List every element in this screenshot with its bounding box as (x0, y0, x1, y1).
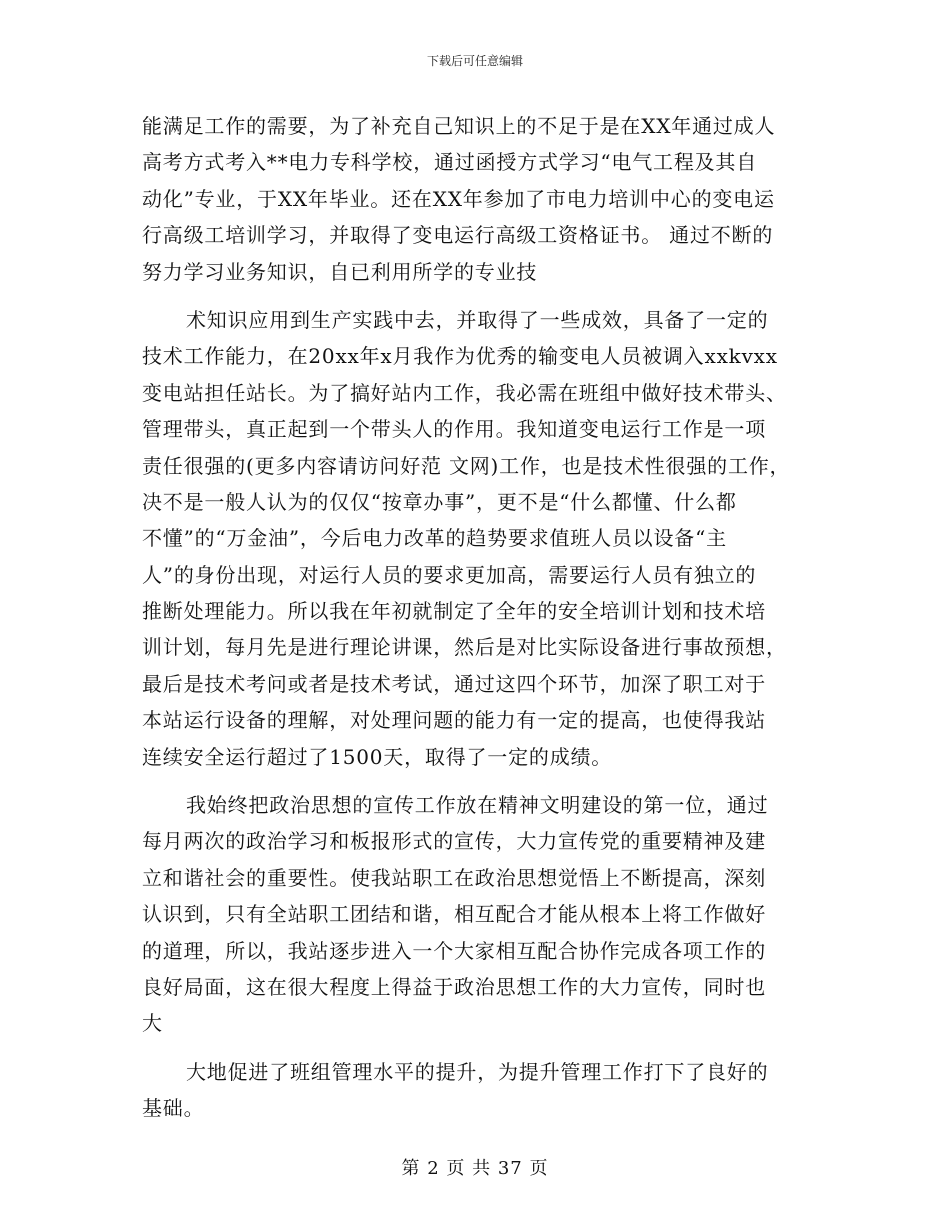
page-header-note: 下载后可任意编辑 (426, 54, 523, 68)
text-line: 行高级工培训学习，并取得了变电运行高级工资格证书。 通过不断的 (142, 223, 774, 248)
text-line: 的道理，所以，我站逐步进入一个大家相互配合协作完成各项工作的 (142, 938, 766, 963)
text-line: 能满足工作的需要，为了补充自己知识上的不足于是在XX年通过成人 (142, 114, 776, 138)
text-line: 立和谐社会的重要性。使我站职工在政治思想觉悟上不断提高，深刻 (142, 865, 766, 890)
text-line: 动化”专业，于XX年毕业。还在XX年参加了市电力培训中心的变电运 (142, 186, 775, 211)
text-line: 良好局面，这在很大程度上得益于政治思想工作的大力宣传，同时也 (142, 974, 766, 999)
text-line: 决不是一般人认为的仅仅“按章办事”，更不是“什么都懂、什么都 (142, 489, 737, 514)
text-line: 变电站担任站长。为了搞好站内工作，我必需在班组中做好技术带头、 (142, 380, 787, 405)
text-line: 术知识应用到生产实践中去，并取得了一些成效，具备了一定的 (186, 307, 769, 332)
text-line: 连续安全运行超过了1500天，取得了一定的成绩。 (142, 744, 613, 769)
text-line: 大 (142, 1011, 163, 1036)
text-line: 努力学习业务知识，自已利用所学的专业技 (142, 259, 538, 284)
paragraph-3 (142, 787, 814, 1042)
paragraph-1 (142, 108, 814, 290)
text-line: 每月两次的政治学习和板报形式的宣传，大力宣传党的重要精神及建 (142, 829, 766, 854)
text-line: 最后是技术考问或者是技术考试，通过这四个环节，加深了职工对于 (142, 671, 766, 696)
text-line: 责任很强的(更多内容请访问好范 文网)工作，也是技术性很强的工作， (142, 453, 791, 478)
text-line: 技术工作能力，在20xx年x月我作为优秀的输变电人员被调入xxkvxx (142, 344, 778, 369)
page-number-footer: 第 2 页 共 37 页 (401, 1158, 549, 1179)
text-line: 认识到，只有全站职工团结和谐，相互配合才能从根本上将工作做好 (142, 902, 766, 927)
text-line: 推断处理能力。所以我在年初就制定了全年的安全培训计划和技术培 (142, 599, 766, 624)
text-line: 基础。 (142, 1096, 205, 1121)
text-line: 不懂”的“万金油”，今后电力改革的趋势要求值班人员以设备“主 (142, 526, 727, 551)
text-line: 训计划，每月先是进行理论讲课，然后是对比实际设备进行事故预想， (142, 635, 787, 660)
text-line: 大地促进了班组管理水平的提升，为提升管理工作打下了良好的 (186, 1059, 769, 1084)
paragraph-2 (142, 302, 814, 775)
text-line: 我始终把政治思想的宣传工作放在精神文明建设的第一位，通过 (186, 793, 769, 818)
paragraph-4 (142, 1054, 814, 1127)
text-line: 本站运行设备的理解，对处理问题的能力有一定的提高，也使得我站 (142, 708, 766, 733)
document-body (142, 108, 814, 1127)
text-line: 高考方式考入**电力专科学校，通过函授方式学习“电气工程及其自 (142, 150, 758, 175)
text-line: 人”的身份出现，对运行人员的要求更加高，需要运行人员有独立的 (142, 562, 757, 587)
text-line: 管理带头，真正起到一个带头人的作用。我知道变电运行工作是一项 (142, 417, 766, 442)
